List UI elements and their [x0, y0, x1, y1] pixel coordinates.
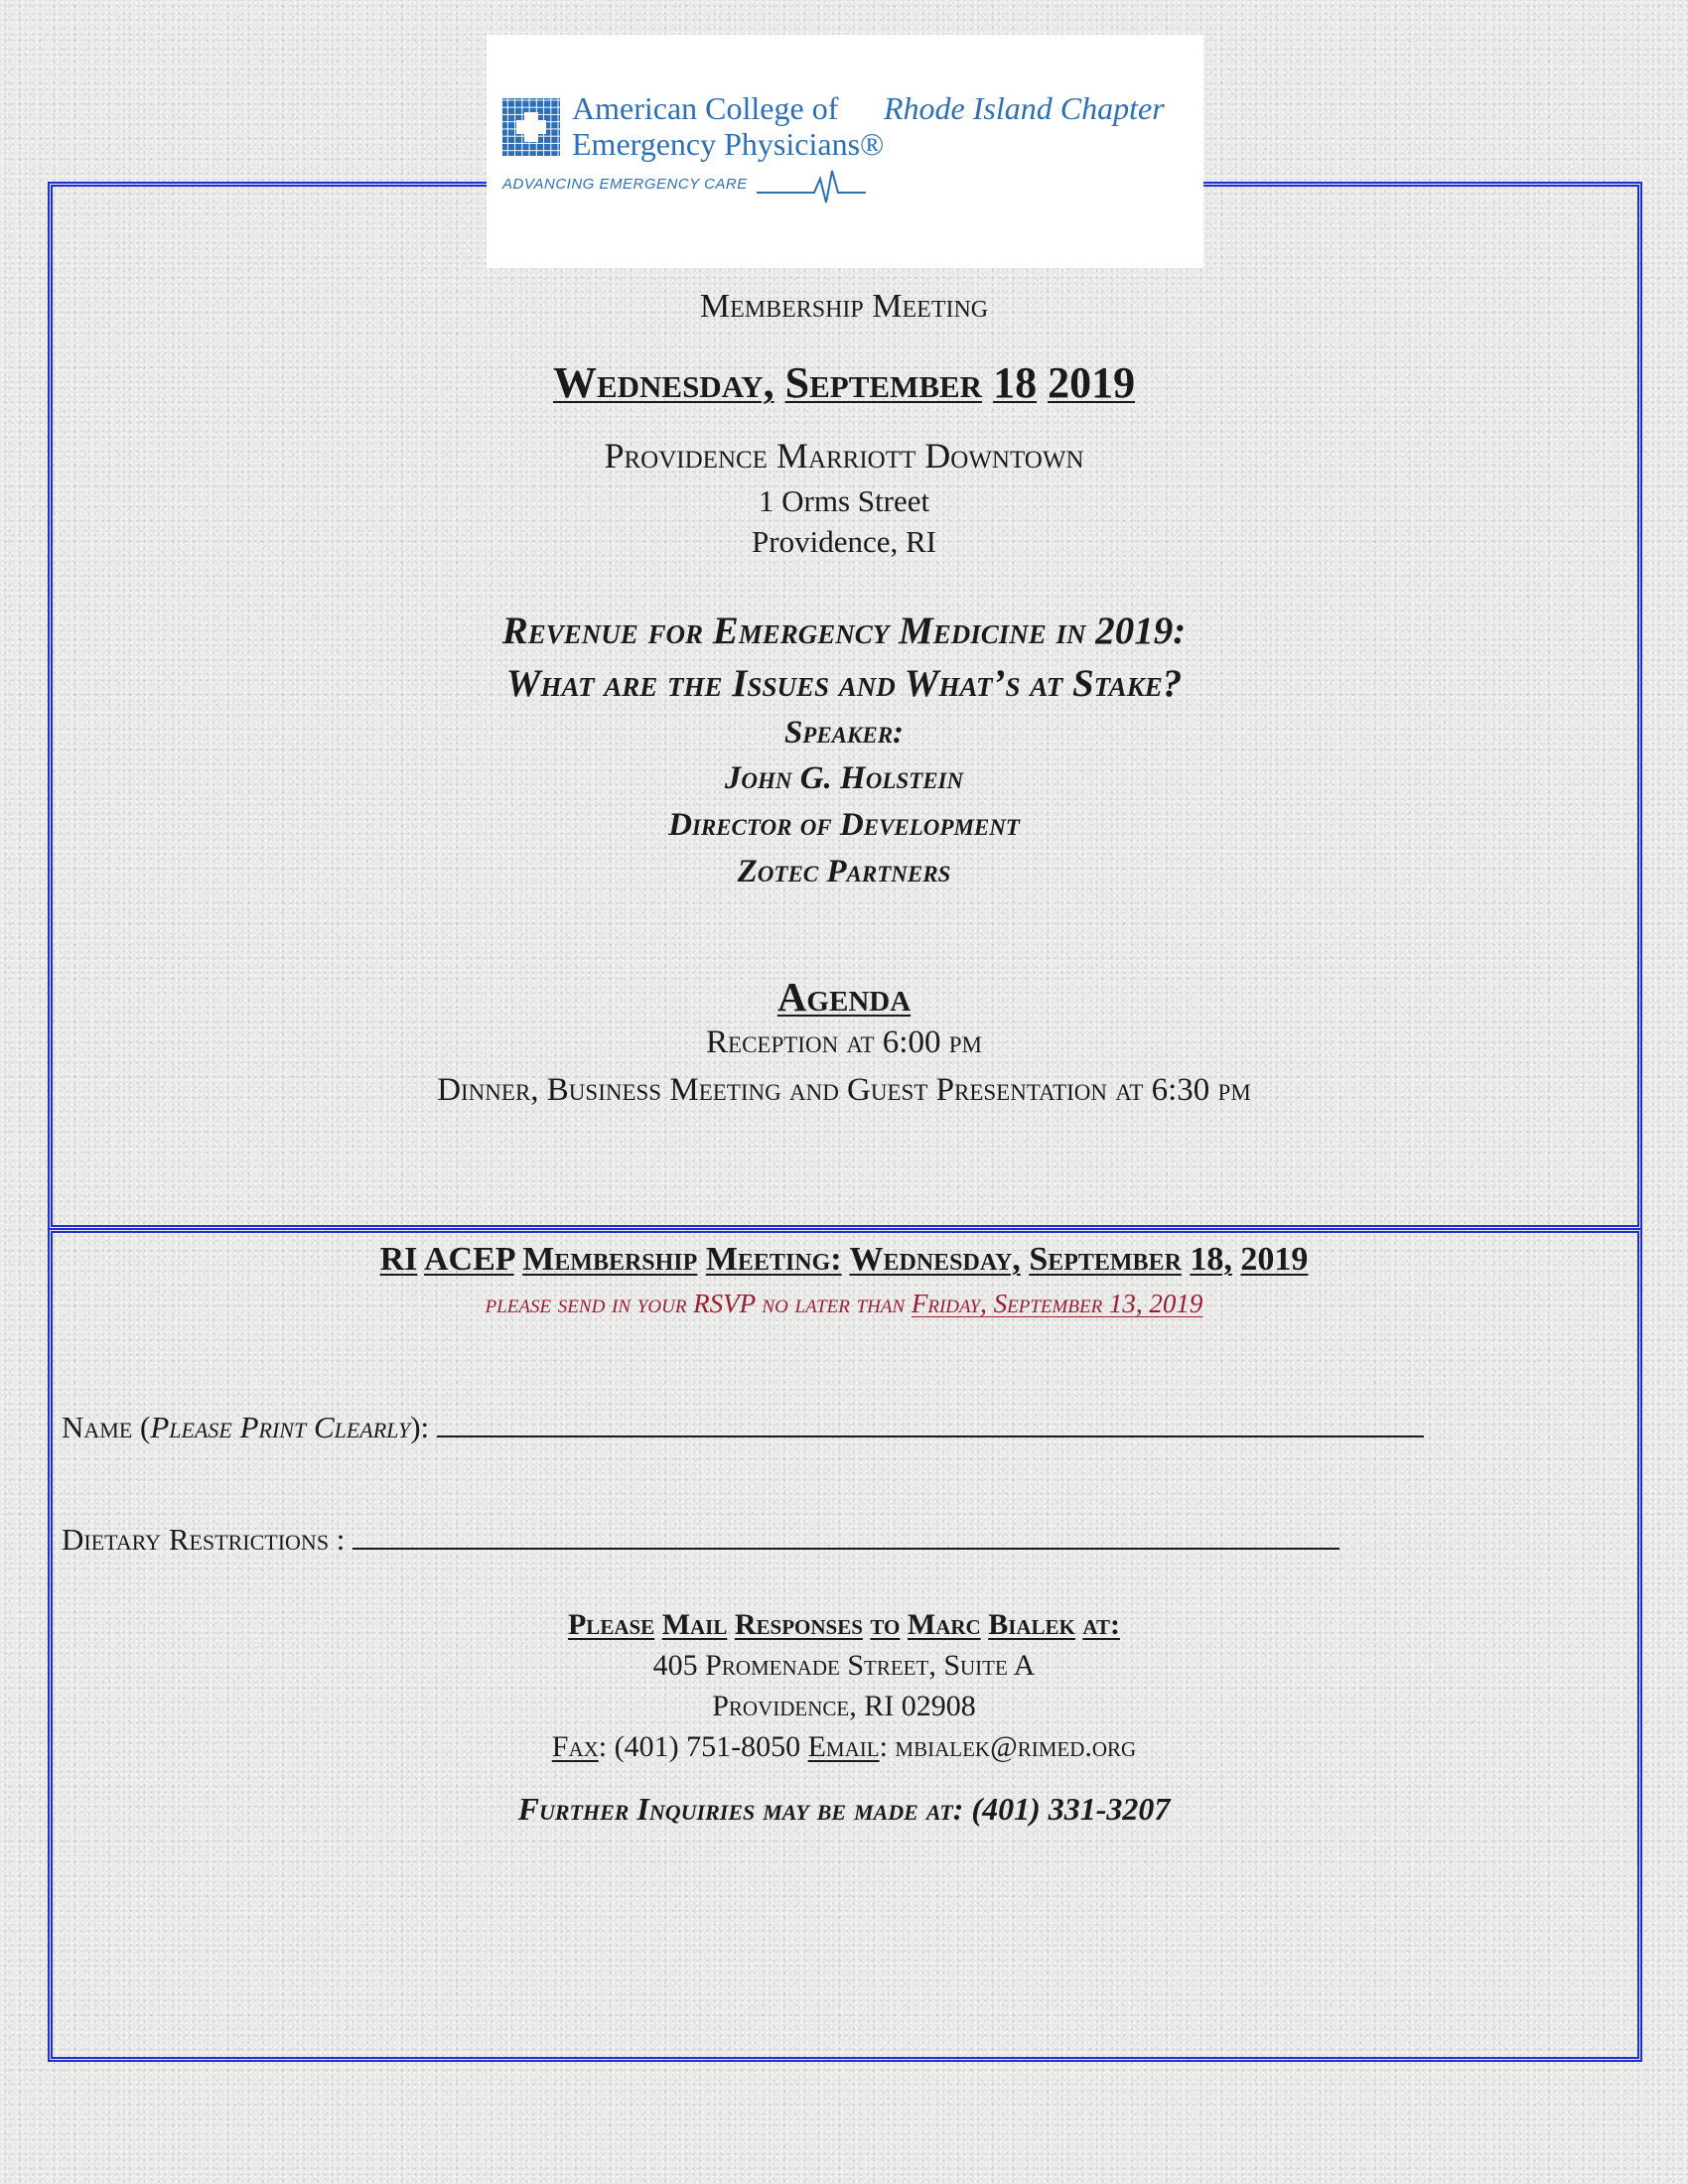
fax-label: Fax	[551, 1730, 599, 1763]
speaker-name: John G. Holstein	[724, 760, 964, 796]
logo-org-line2: Emergency Physicians®	[572, 126, 885, 162]
agenda-heading: Agenda	[776, 974, 912, 1020]
meeting-date: Wednesday, September 18 2019	[552, 358, 1136, 407]
contact-line	[50, 1730, 1638, 1764]
agenda-dinner: Dinner, Business Meeting and Guest Presentation at 6:30 pm	[437, 1072, 1251, 1108]
inquiries-line: Further Inquiries may be made at: (401) 331-3207	[517, 1791, 1171, 1827]
rsvp-title: RI ACEP Membership Meeting: Wednesday, September 18, 2019	[379, 1241, 1309, 1278]
dietary-field-row	[62, 1522, 1339, 1558]
rsvp-frame	[48, 1228, 1642, 2062]
name-input-line[interactable]	[437, 1410, 1424, 1437]
dietary-input-line[interactable]	[352, 1522, 1339, 1550]
logo-tagline: ADVANCING EMERGENCY CARE	[502, 176, 748, 193]
mail-instructions: Please Mail Responses to Marc Bialek at:	[567, 1608, 1120, 1641]
name-label-italic: Please Print Clearly	[150, 1410, 411, 1444]
acep-grid-icon	[502, 98, 560, 156]
dietary-label: Dietary Restrictions :	[62, 1522, 346, 1557]
mail-address-line2: Providence, RI 02908	[712, 1690, 976, 1722]
fax-value: : (401) 751-8050	[598, 1730, 801, 1763]
talk-title-line2: What are the Issues and What’s at Stake?	[505, 662, 1183, 705]
speaker-title: Director of Development	[668, 807, 1020, 843]
speaker-company: Zotec Partners	[737, 854, 951, 889]
venue-address-line1: 1 Orms Street	[758, 483, 930, 518]
logo-chapter: Rhode Island Chapter	[884, 90, 1165, 126]
talk-title-line1: Revenue for Emergency Medicine in 2019:	[501, 610, 1187, 652]
venue-name: Providence Marriott Downtown	[604, 436, 1084, 476]
name-label: Name (	[62, 1410, 151, 1444]
agenda-reception: Reception at 6:00 pm	[706, 1024, 982, 1060]
meeting-heading: Membership Meeting	[699, 288, 989, 325]
speaker-label: Speaker:	[783, 715, 905, 751]
inquiries-phone: (401) 331-3207	[971, 1791, 1171, 1827]
mail-address-line1: 405 Promenade Street, Suite A	[652, 1649, 1036, 1682]
venue-address-line2: Providence, RI	[752, 524, 936, 559]
ekg-line-icon	[757, 169, 866, 205]
acep-logo	[487, 35, 1203, 268]
email-label: Email	[807, 1730, 880, 1763]
email-value[interactable]: : mbialek@rimed.org	[879, 1730, 1137, 1763]
name-field-row: Name (Please Print Clearly):	[62, 1410, 1424, 1445]
rsvp-deadline-note: please send in your RSVP no later than Friday, September 13, 2019	[485, 1289, 1203, 1318]
logo-org-line1: American College of	[572, 90, 839, 126]
